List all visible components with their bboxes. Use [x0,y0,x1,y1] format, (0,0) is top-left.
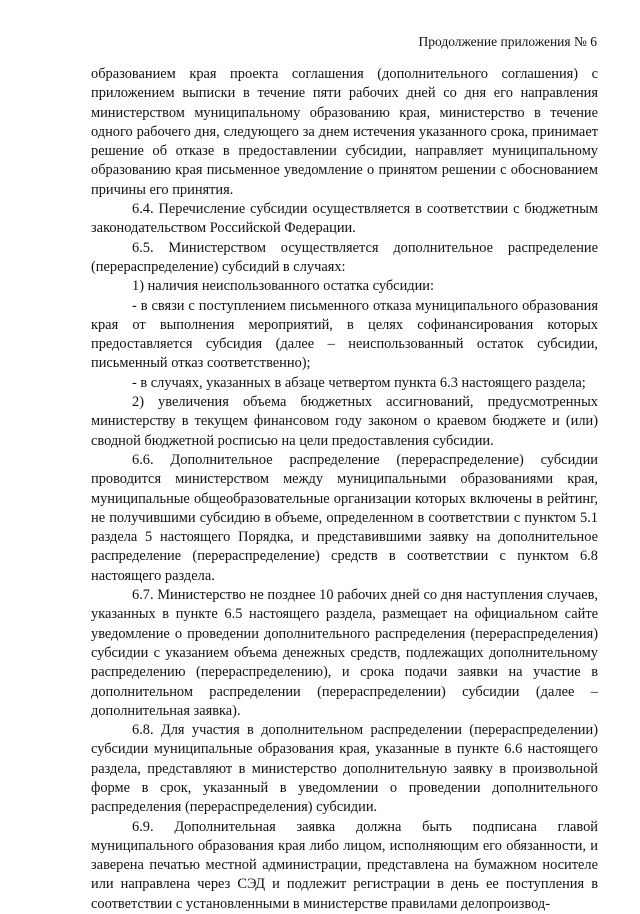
paragraph-6-5-item-1: 1) наличия неиспользованного остатка субсидии: [132,278,434,295]
paragraph-6-5-item-1-dash-1: - в связи с поступлением письменного отказа муниципального образования края от выполнения мероприятий, в целях софинансирования которых предоставляется субсидия (далее – неиспользованный остаток субсидии, письменный отказ соответственно); [91,297,598,372]
paragraph-6-5-item-1-dash-2: - в случаях, указанных в абзаце четвертом пункта 6.3 настоящего раздела; [132,374,586,391]
paragraph-6-4: 6.4. Перечисление субсидии осуществляется в соответствии с бюджетным законодательством Российской Федерации. [91,201,598,237]
paragraph-6-8: 6.8. Для участия в дополнительном распределении (перераспределении) субсидии муниципальные образования края, указанные в пункте 6.6 настоящего раздела, представляют в министерство дополнительную заявку в произвольной форме в срок, указанный в уведомлении о проведении дополнительного распределения (перераспределения) субсидии. [91,722,598,816]
paragraph-6-6: 6.6. Дополнительное распределение (перераспределение) субсидии проводится министерством между муниципальными образованиями края, муниципальные общеобразовательные организации которых включены в рейтинг, не получившими субсидию в объеме, определенном в соответствии с пунктом 5.1 раздела 5 настоящего Порядка, и представившими заявку на дополнительное распределение (перераспределение) средств в соответствии с пунктом 6.8 настоящего раздела. [91,451,598,584]
document-body [91,65,598,914]
paragraph-6-5: 6.5. Министерством осуществляется дополнительное распределение (перераспределение) субсидий в случаях: [91,239,598,275]
paragraph-6-7: 6.7. Министерство не позднее 10 рабочих дней со дня наступления случаев, указанных в пункте 6.5 настоящего раздела, размещает на официальном сайте уведомление о проведении дополнительного распределения (перераспределения) субсидии с указанием объема денежных средств, подлежащих дополнительному распределению (перераспределению), и срока подачи заявки на участие в дополнительном распределении (перераспределении) субсидии (далее – дополнительная заявка). [91,587,598,719]
appendix-continuation-header: Продолжение приложения № 6 [418,34,597,49]
paragraph-6-5-item-2: 2) увеличения объема бюджетных ассигнований, предусмотренных министерству в текущем финансовом году законом о краевом бюджете и (или) сводной бюджетной росписью на цели предоставления субсидии. [91,394,598,449]
paragraph-6-9: 6.9. Дополнительная заявка должна быть подписана главой муниципального образования края либо лицом, исполняющим его обязанности, и заверена печатью местной администрации, представлена на бумажном носителе или направлена через СЭД и подлежит регистрации в день ее поступления в соответствии с установленными в министерстве правилами делопроизвод- [91,818,598,912]
paragraph-continuation: образованием края проекта соглашения (дополнительного соглашения) с приложением выписки в течение пяти рабочих дней со дня его направления министерством муниципальному образованию края, министерство в течение одного рабочего дня, следующего за днем истечения указанного срока, принимает решение об отказе в предоставлении субсидии, направляет муниципальному образованию края письменное уведомление о принятом решении с обоснованием причины его принятия. [91,66,598,198]
